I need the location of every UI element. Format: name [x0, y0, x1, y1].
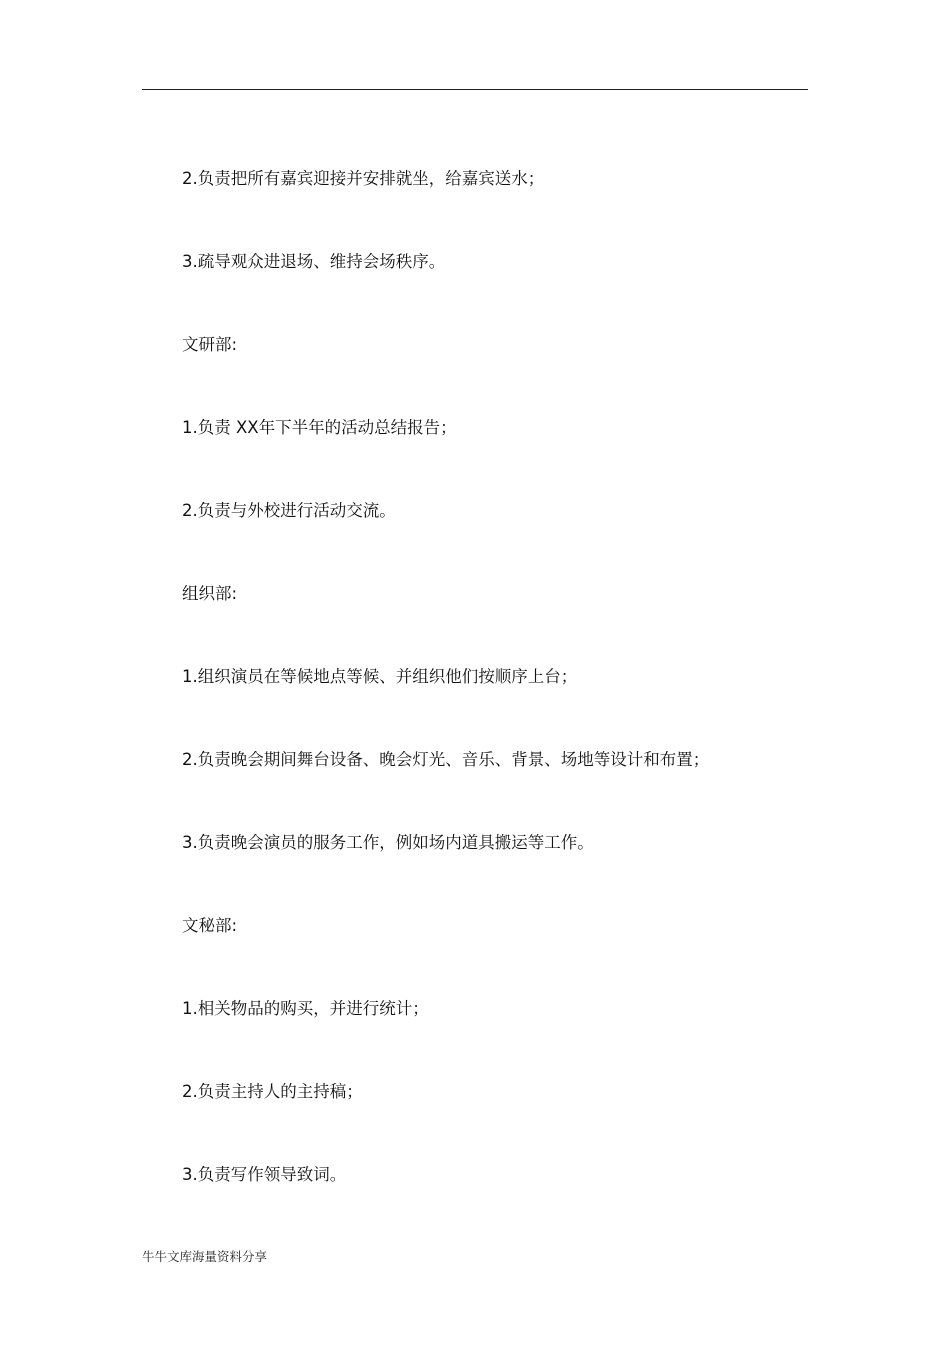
doc-line: 2.负责晚会期间舞台设备、晚会灯光、音乐、背景、场地等设计和布置；	[182, 750, 710, 769]
footer-text: 牛牛文库海量资料分享	[142, 1249, 268, 1264]
doc-line: 1.负责 XX年下半年的活动总结报告；	[182, 418, 457, 437]
doc-line: 3.疏导观众进退场、维持会场秩序。	[182, 252, 446, 271]
document-body	[182, 167, 802, 1246]
doc-line: 2.负责与外校进行活动交流。	[182, 501, 396, 520]
doc-line: 3.负责晚会演员的服务工作，例如场内道具搬运等工作。	[182, 833, 594, 852]
section-heading: 文秘部:	[182, 916, 238, 935]
section-heading: 文研部:	[182, 335, 238, 354]
doc-line: 2.负责主持人的主持稿；	[182, 1082, 363, 1101]
doc-line: 1.组织演员在等候地点等候、并组织他们按顺序上台；	[182, 667, 578, 686]
header-divider	[142, 89, 808, 90]
doc-line: 3.负责写作领导致词。	[182, 1165, 347, 1184]
section-heading: 组织部:	[182, 584, 238, 603]
doc-line: 2.负责把所有嘉宾迎接并安排就坐，给嘉宾送水；	[182, 169, 545, 188]
doc-line: 1.相关物品的购买，并进行统计；	[182, 999, 429, 1018]
